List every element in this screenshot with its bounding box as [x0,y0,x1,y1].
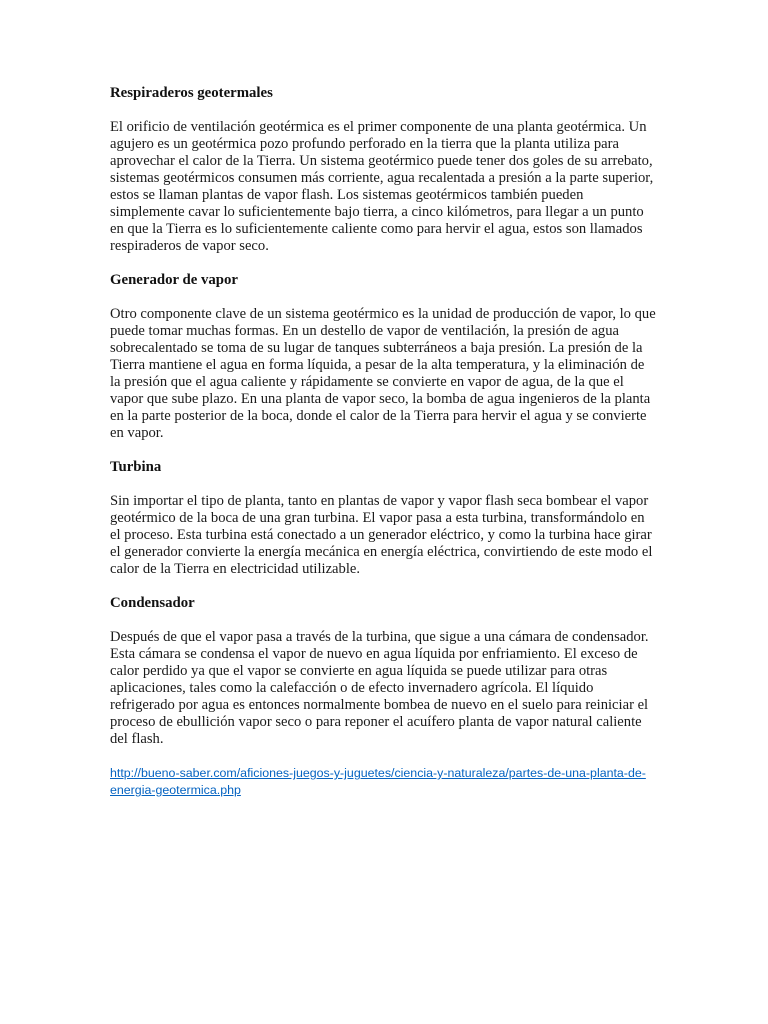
section-turbina [110,459,658,578]
section-heading: Turbina [110,459,162,475]
section-generador [110,272,658,442]
section-heading: Generador de vapor [110,272,238,288]
section-condensador [110,595,658,748]
section-paragraph: El orificio de ventilación geotérmica es el primer componente de una planta geotérmica. Un agujero es un geotérmica pozo profundo perforado en la tierra que la planta utiliza para aprovechar el calor de la Tierra. Un sistema geotérmico puede tener dos goles de su arrebato, sistemas geotérmicos consumen más corriente, agua recalentada a presión a la parte superior, estos se llaman plantas de vapor flash. Los sistemas geotérmicos también pueden simplemente cavar lo suficientemente bajo tierra, a cinco kilómetros, para llegar a un punto en que la Tierra es lo suficientemente caliente como para hervir el agua, estos son llamados respiraderos de vapor seco. [110,119,654,254]
section-respiraderos [110,85,658,255]
section-heading: Condensador [110,595,195,611]
source-link[interactable]: http://bueno-saber.com/aficiones-juegos-y-juguetes/ciencia-y-naturaleza/partes-de-una-planta-de-energia-geotermica.php [110,766,646,797]
section-paragraph: Otro componente clave de un sistema geotérmico es la unidad de producción de vapor, lo que puede tomar muchas formas. En un destello de vapor de ventilación, la presión de agua sobrecalentado se toma de su lugar de tanques subterráneos a baja presión. La presión de la Tierra mantiene el agua en forma líquida, a pesar de la alta temperatura, y la eliminación de la presión que el agua caliente y rápidamente se convierte en vapor de agua, de la que el vapor que sube plazo. En una planta de vapor seco, la bomba de agua ingenieros de la planta en la parte posterior de la boca, donde el calor de la Tierra para hervir el agua y se convierte en vapor. [110,306,656,441]
section-heading: Respiraderos geotermales [110,85,273,101]
section-paragraph: Sin importar el tipo de planta, tanto en plantas de vapor y vapor flash seca bombear el vapor geotérmico de la boca de una gran turbina. El vapor pasa a esta turbina, transformándolo en el proceso. Esta turbina está conectado a un generador eléctrico, y como la turbina hace girar el generador convierte la energía mecánica en energía eléctrica, convirtiendo de este modo el calor de la Tierra en electricidad utilizable. [110,493,653,577]
section-paragraph: Después de que el vapor pasa a través de la turbina, que sigue a una cámara de condensador. Esta cámara se condensa el vapor de nuevo en agua líquida por enfriamiento. El exceso de calor perdido ya que el vapor se convierte en agua líquida se puede utilizar para otras aplicaciones, tales como la calefacción o de efecto invernadero agrícola. El líquido refrigerado por agua es entonces normalmente bombea de nuevo en el suelo para reiniciar el proceso de ebullición vapor seco o para reponer el acuífero planta de vapor natural caliente del flash. [110,629,649,747]
